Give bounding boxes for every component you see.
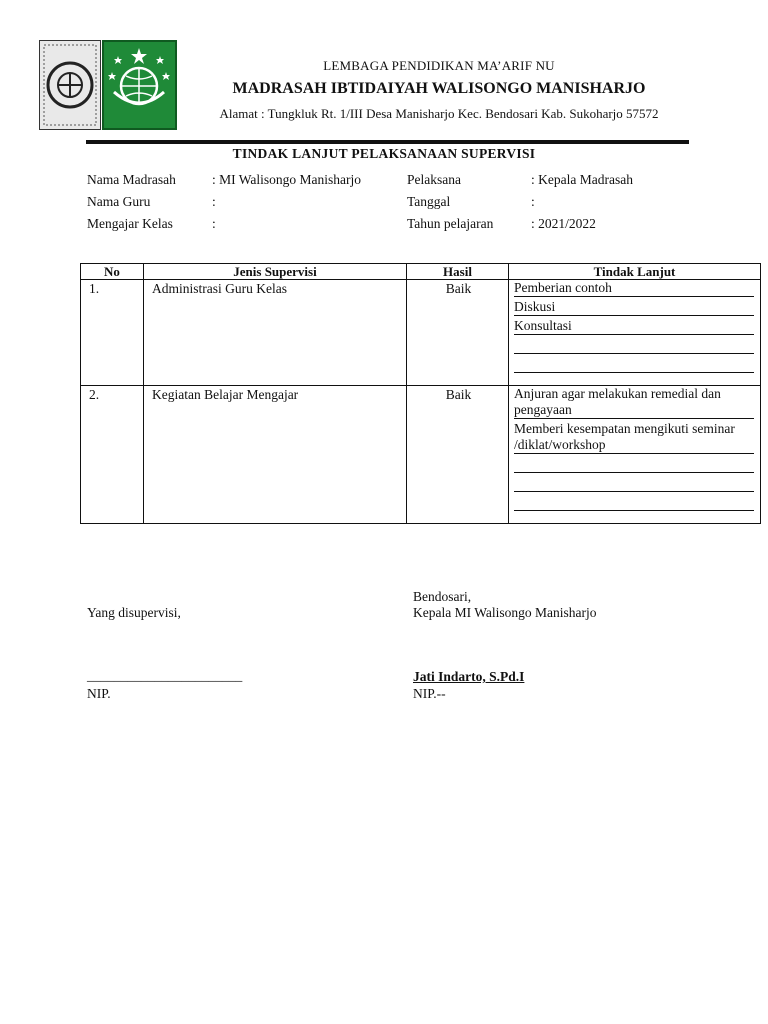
- tindak-lanjut-item: Pemberian contoh: [514, 280, 754, 297]
- info-label-kelas: Mengajar Kelas: [87, 216, 173, 231]
- table-header-row: [81, 264, 761, 280]
- col-header-tindak-lanjut: Tindak Lanjut: [509, 264, 761, 280]
- blank-line: [514, 456, 754, 473]
- blank-line: [514, 356, 754, 373]
- blank-line: [514, 475, 754, 492]
- info-value-tanggal: :: [531, 194, 535, 209]
- info-value-pelaksana: : Kepala Madrasah: [531, 172, 633, 187]
- institution-name: LEMBAGA PENDIDIKAN MA’ARIF NU: [323, 58, 555, 73]
- row-jenis: Kegiatan Belajar Mengajar: [152, 387, 299, 402]
- col-header-hasil: Hasil: [407, 264, 509, 280]
- signature-right-label: Kepala MI Walisongo Manisharjo: [413, 605, 597, 620]
- tindak-lanjut-item: Memberi kesempatan mengikuti seminar /diklat/workshop: [514, 421, 754, 454]
- info-value-madrasah: : MI Walisongo Manisharjo: [212, 172, 362, 187]
- info-label-guru: Nama Guru: [87, 194, 151, 209]
- document-title: TINDAK LANJUT PELAKSANAAN SUPERVISI: [232, 146, 536, 161]
- col-header-jenis: Jenis Supervisi: [144, 264, 407, 280]
- row-hasil: Baik: [445, 387, 472, 402]
- signature-left-label: Yang disupervisi,: [87, 605, 181, 620]
- info-value-guru: :: [212, 194, 216, 209]
- row-no: 1.: [89, 281, 100, 296]
- info-label-tanggal: Tanggal: [407, 194, 451, 209]
- tindak-lanjut-list: [509, 280, 760, 373]
- blank-line: [514, 337, 754, 354]
- row-no: 2.: [89, 387, 100, 402]
- table-row: [81, 386, 761, 524]
- col-header-no: No: [81, 264, 144, 280]
- signature-place: Bendosari,: [413, 589, 472, 604]
- signature-right-nip: NIP.--: [413, 686, 446, 701]
- tindak-lanjut-item: Diskusi: [514, 299, 754, 316]
- signature-right-name: Jati Indarto, S.Pd.I: [413, 669, 525, 684]
- tindak-lanjut-list: [509, 386, 760, 511]
- signature-left-nip: NIP.: [87, 686, 111, 701]
- info-label-pelaksana: Pelaksana: [407, 172, 461, 187]
- info-label-tahun: Tahun pelajaran: [407, 216, 494, 231]
- info-label-madrasah: Nama Madrasah: [87, 172, 176, 187]
- supervision-table: [80, 263, 761, 524]
- row-jenis: Administrasi Guru Kelas: [152, 281, 287, 296]
- school-address: Alamat : Tungkluk Rt. 1/III Desa Manisharjo Kec. Bendosari Kab. Sukoharjo 57572: [219, 106, 659, 121]
- blank-line: [514, 494, 754, 511]
- header-divider: [86, 140, 689, 144]
- info-value-kelas: :: [212, 216, 216, 231]
- tindak-lanjut-item: Konsultasi: [514, 318, 754, 335]
- info-value-tahun: : 2021/2022: [531, 216, 596, 231]
- tindak-lanjut-item: Anjuran agar melakukan remedial dan pengayaan: [514, 386, 754, 419]
- row-hasil: Baik: [445, 281, 472, 296]
- school-name: MADRASAH IBTIDAIYAH WALISONGO MANISHARJO: [232, 80, 646, 97]
- signature-left-name-line: _______________________: [87, 668, 243, 683]
- table-row: [81, 280, 761, 386]
